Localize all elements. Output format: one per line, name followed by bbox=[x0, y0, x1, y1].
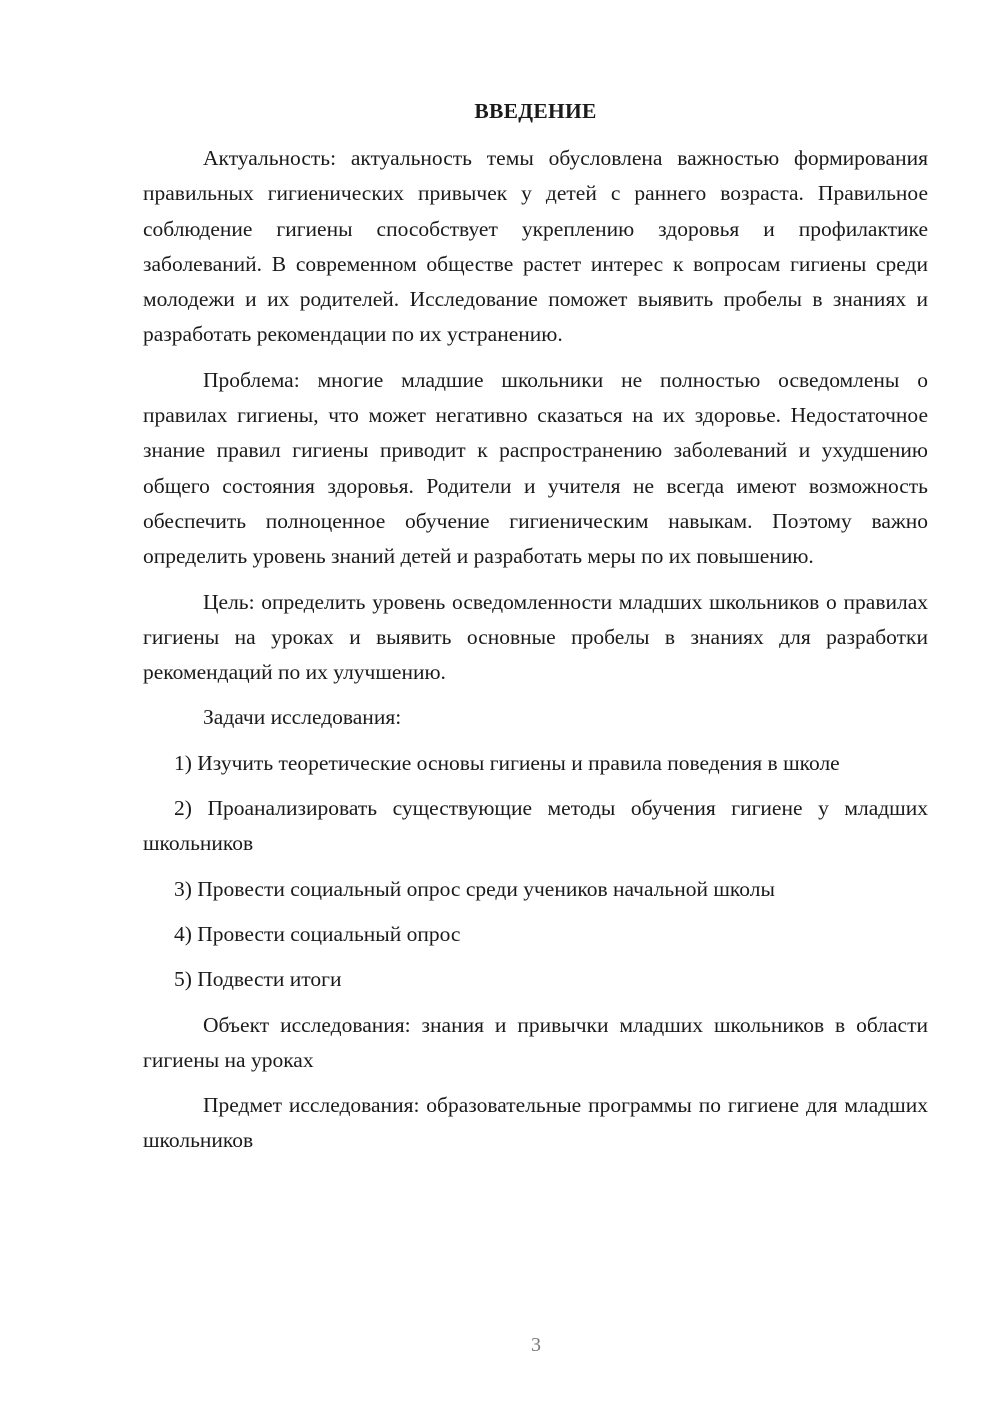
relevance-paragraph: Актуальность: актуальность темы обусловлена важностью формирования правильных гигиенических привычек у детей с раннего возраста. Правильное соблюдение гигиены способствует укреплению здоровья и профилактике заболеваний. В современном обществе растет интерес к вопросам гигиены среди молодежи и их родителей. Исследование поможет выявить пробелы в знаниях и разработать рекомендации по их устранению. bbox=[143, 146, 928, 347]
page-number: 3 bbox=[531, 1334, 541, 1356]
tasks-heading: Задачи исследования: bbox=[203, 705, 402, 730]
task-item: 4) Провести социальный опрос bbox=[174, 921, 461, 946]
object-paragraph: Объект исследования: знания и привычки младших школьников в области гигиены на уроках bbox=[143, 1012, 928, 1072]
task-item: 1) Изучить теоретические основы гигиены и правила поведения в школе bbox=[174, 750, 840, 775]
problem-paragraph: Проблема: многие младшие школьники не полностью осведомлены о правилах гигиены, что может негативно сказаться на их здоровье. Недостаточное знание правил гигиены приводит к распространению заболеваний и ухудшению общего состояния здоровья. Родители и учителя не всегда имеют возможность обеспечить полноценное обучение гигиеническим навыкам. Поэтому важно определить уровень знаний детей и разработать меры по их повышению. bbox=[143, 367, 928, 569]
page-title: ВВЕДЕНИЕ bbox=[474, 99, 597, 123]
goal-paragraph: Цель: определить уровень осведомленности младших школьников о правилах гигиены на уроках и выявить основные пробелы в знаниях для разработки рекомендаций по их улучшению. bbox=[143, 589, 928, 685]
task-item: 2) Проанализировать существующие методы обучения гигиене у младших школьников bbox=[143, 796, 928, 856]
task-item: 3) Провести социальный опрос среди учеников начальной школы bbox=[174, 876, 775, 901]
document-body bbox=[143, 94, 928, 1169]
task-item: 5) Подвести итоги bbox=[174, 967, 342, 992]
subject-paragraph: Предмет исследования: образовательные программы по гигиене для младших школьников bbox=[143, 1093, 928, 1153]
